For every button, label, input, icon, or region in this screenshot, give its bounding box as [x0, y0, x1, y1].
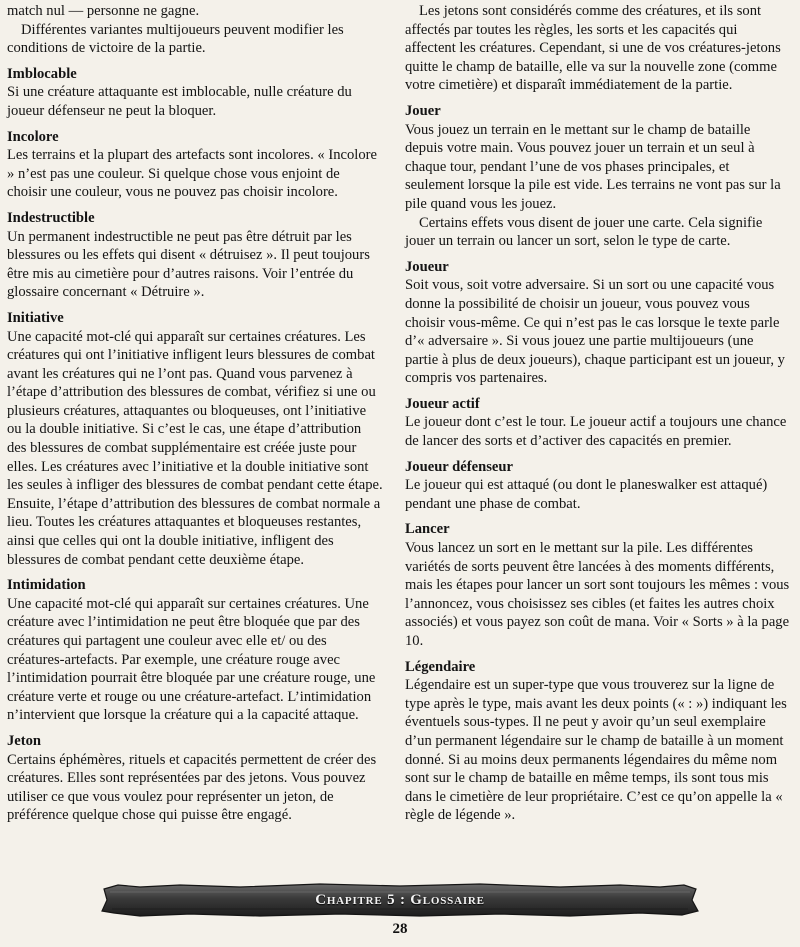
page-number: 28 — [392, 921, 408, 937]
entry-paragraph: Légendaire est un super-type que vous trouverez sur la ligne de type après le type, mais avant les deux points (« : ») indiquant les éventuels sous-types. Il ne peut y avoir qu’un seul exemplaire d’un permanent légendaire sur le champ de bataille à un moment donné. Si au moins deux permanents légendaires du même nom sont sur le champ de bataille en même temps, ils sont tous mis dans le cimetière de leur propriétaire. C’est ce qu’on appelle la « règle de légende ». — [405, 677, 787, 824]
glossary-entry-incolore — [7, 128, 383, 202]
entry-title: Intimidation — [7, 577, 86, 594]
entry-paragraph: Certains éphémères, rituels et capacités permettent de créer des créatures. Elles sont représentées par des jetons. Vous pouvez utiliser ce que vous voulez pour représenter un jeton, de préférence quelque chose qui puisse être engagé. — [7, 751, 377, 824]
entry-title: Incolore — [7, 128, 59, 145]
entry-title: Joueur actif — [405, 395, 480, 412]
glossary-entry-imblocable — [7, 65, 383, 121]
entry-paragraph: Une capacité mot-clé qui apparaît sur certaines créatures. Les créatures qui ont l’initiative infligent leurs blessures de combat avant les créatures qui ne l’ont pas. Quand vous parvenez à l’étape d’attribution des blessures de combat, vérifiez si une ou plusieurs créatures, attaquantes ou bloqueuses, ont l’initiative ou la double initiative. Si c’est le cas, une étape d’attribution des blessures de combat supplémentaire est créée juste pour elles. Les créatures avec l’initiative et la double initiative sont les seules à infliger des blessures de combat pendant cette étape. Ensuite, l’étape d’attribution des blessures de combat normale a lieu. Toutes les créatures attaquantes et bloqueuses restantes, ainsi que celles qui ont la double initiative, infligent des blessures de combat pendant cette deuxième étape. — [7, 328, 383, 568]
entry-paragraph: Le joueur qui est attaqué (ou dont le planeswalker est attaqué) pendant une phase de combat. — [405, 477, 768, 512]
glossary-entry-jeton-continuation — [405, 2, 790, 95]
glossary-entry-legendaire — [405, 658, 790, 825]
glossary-entry-continuation — [7, 2, 383, 58]
chapter-title: Chapitre 5 : Glossaire — [315, 891, 485, 908]
right-column — [405, 2, 790, 832]
entry-paragraph: Certains effets vous disent de jouer une carte. Cela signifie jouer un terrain ou lancer un sort, selon le type de carte. — [405, 214, 763, 250]
left-column — [7, 2, 383, 832]
entry-title: Jouer — [405, 102, 441, 119]
glossary-entry-indestructible — [7, 209, 383, 302]
glossary-entry-jeton — [7, 732, 383, 825]
entry-paragraph: Le joueur dont c’est le tour. Le joueur actif a toujours une chance de lancer des sorts et d’activer des capacités en premier. — [405, 414, 787, 450]
entry-paragraph: Si une créature attaquante est imblocable, nulle créature du joueur défenseur ne peut la bloquer. — [7, 84, 352, 119]
entry-paragraph: Un permanent indestructible ne peut pas être détruit par les blessures ou les effets qui disent « détruisez ». Il peut toujours être mis au cimetière pour d’autres raisons. Voir l’entrée du glossaire concernant « Détruire ». — [7, 228, 370, 301]
entry-paragraph: Différentes variantes multijoueurs peuvent modifier les conditions de victoire de la partie. — [7, 21, 344, 57]
entry-paragraph: match nul — personne ne gagne. — [7, 3, 200, 19]
entry-title: Indestructible — [7, 209, 95, 226]
entry-title: Imblocable — [7, 65, 77, 82]
entry-title: Joueur défenseur — [405, 458, 513, 475]
glossary-entry-jouer — [405, 102, 790, 251]
glossary-entry-joueur — [405, 258, 790, 388]
glossary-entry-joueur-defenseur — [405, 458, 790, 514]
chapter-banner — [100, 883, 700, 917]
entry-title: Jeton — [7, 732, 42, 749]
glossary-entry-lancer — [405, 520, 790, 650]
entry-title: Joueur — [405, 258, 449, 275]
entry-title: Lancer — [405, 521, 450, 538]
entry-paragraph: Soit vous, soit votre adversaire. Si un sort ou une capacité vous donne la possibilité de choisir un joueur, vous pouvez vous choisir vous-même. Ce qui n’est pas le cas lorsque le texte parle d’« adversaire ». Si vous jouez une partie multijoueurs (une partie à plus de deux joueurs), chaque participant est un joueur, y compris vos partenaires. — [405, 277, 785, 387]
entry-paragraph: Une capacité mot-clé qui apparaît sur certaines créatures. Une créature avec l’intimidation ne peut être bloquée que par des créatures qui partagent une couleur avec elle et/ ou des créatures-artefacts. Par exemple, une créature rouge avec l’intimidation pourrait être bloquée par une créature rouge, une créature verte et rouge ou une créature-artefact. L’intimidation n’intervient que lorsque la créature qui a la capacité attaque. — [7, 595, 376, 724]
entry-paragraph: Vous lancez un sort en le mettant sur la pile. Les différentes variétés de sorts peuvent être lancées à des moments différents, mais les étapes pour lancer un sort sont toujours les mêmes : vous l’annoncez, vous choisissez ses cibles (et faites les autres choix associés) et vous payez son coût de mana. Voir « Sorts » à la page 10. — [405, 540, 790, 649]
entry-title: Initiative — [7, 309, 64, 326]
entry-paragraph: Vous jouez un terrain en le mettant sur le champ de bataille depuis votre main. Vous pouvez jouer un terrain et un seul à chaque tour, pendant l’une de vos phases principales, et seulement lorsque la pile est vide. Les terrains ne vont pas sur la pile quand vous les jouez. — [405, 121, 781, 212]
glossary-entry-joueur-actif — [405, 395, 790, 451]
glossary-entry-intimidation — [7, 576, 383, 725]
glossary-entry-initiative — [7, 309, 383, 569]
entry-title: Légendaire — [405, 658, 476, 675]
entry-paragraph: Les jetons sont considérés comme des créatures, et ils sont affectés par toutes les règles, les sorts et les capacités qui affectent les créatures. Cependant, si une de vos créatures-jetons quitte le champ de bataille, elle va sur la nouvelle zone (comme votre cimetière) et disparaît immédiatement de la partie. — [405, 3, 781, 94]
entry-paragraph: Les terrains et la plupart des artefacts sont incolores. « Incolore » n’est pas une couleur. Si quelque chose vous enjoint de choisir une couleur, vous ne pouvez pas choisir incolore. — [7, 147, 377, 201]
